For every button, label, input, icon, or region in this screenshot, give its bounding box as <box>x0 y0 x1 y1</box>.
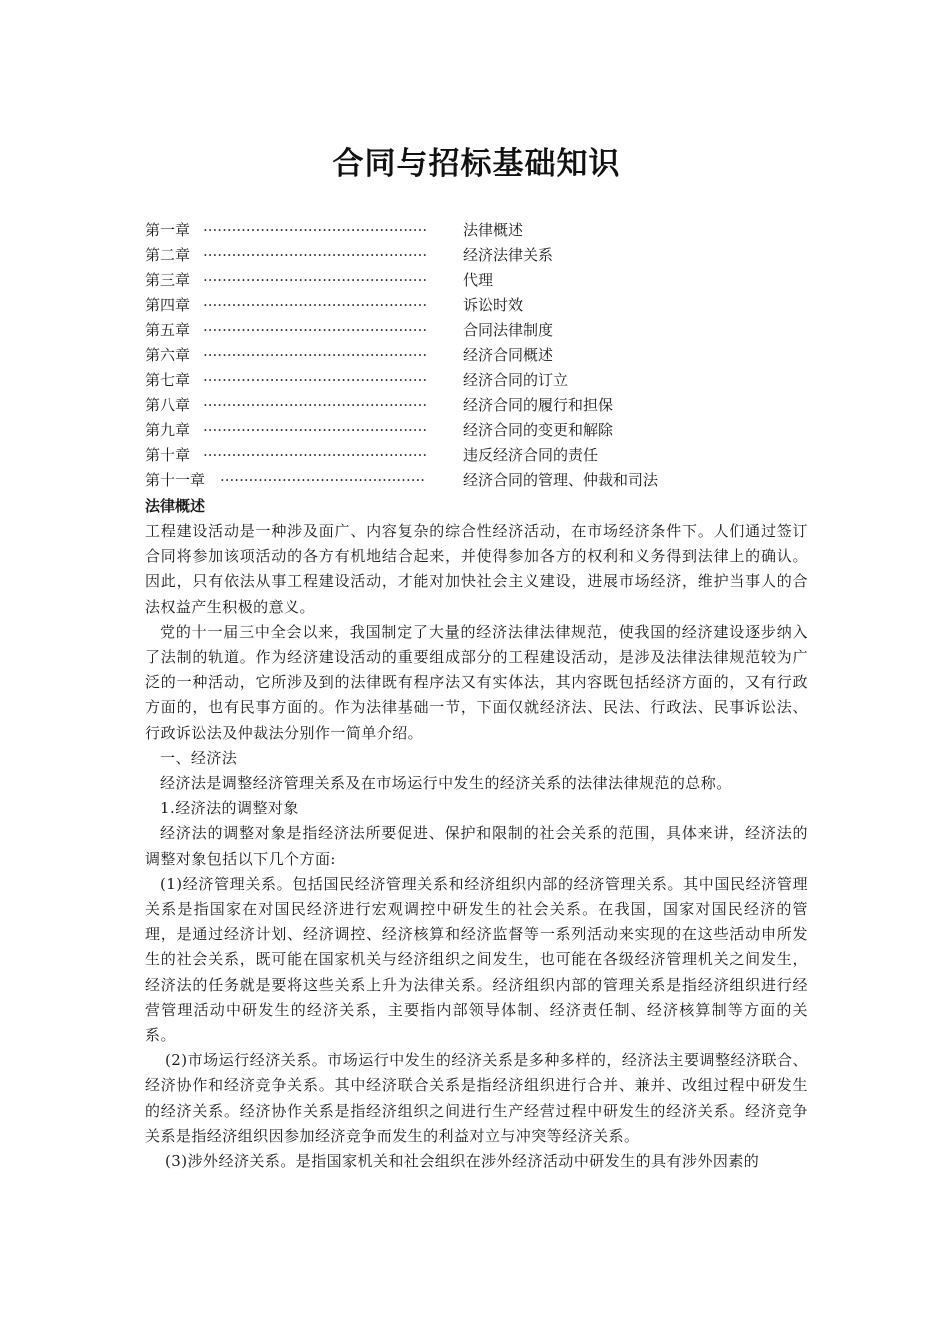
subsection-heading: 1.经济法的调整对象 <box>160 799 299 818</box>
toc-leader-dots: ··············································· <box>203 371 428 389</box>
subsection-heading: 一、经济法 <box>160 748 238 767</box>
toc-leader-dots: ··············································· <box>203 296 428 314</box>
toc-entry <box>145 318 808 343</box>
toc-leader-dots: ··········································· <box>220 471 426 489</box>
toc-entry <box>145 218 808 243</box>
toc-topic: 代理 <box>463 271 494 289</box>
toc-chapter: 第一章 <box>145 221 191 239</box>
table-of-contents <box>145 218 808 493</box>
toc-entry <box>145 468 808 493</box>
toc-leader-dots: ··············································· <box>203 221 428 239</box>
toc-leader-dots: ··············································· <box>203 346 428 364</box>
toc-topic: 合同法律制度 <box>463 321 554 339</box>
toc-entry <box>145 243 808 268</box>
section-heading: 法律概述 <box>145 497 206 515</box>
toc-topic: 诉讼时效 <box>463 296 524 314</box>
toc-leader-dots: ··············································· <box>203 321 428 339</box>
toc-topic: 经济合同的订立 <box>463 371 569 389</box>
toc-leader-dots: ··············································· <box>203 421 428 439</box>
toc-chapter: 第六章 <box>145 346 191 364</box>
toc-chapter: 第四章 <box>145 296 191 314</box>
toc-chapter: 第九章 <box>145 421 191 439</box>
toc-topic: 法律概述 <box>463 221 524 239</box>
toc-chapter: 第十一章 <box>145 471 206 489</box>
toc-chapter: 第十章 <box>145 446 191 464</box>
toc-leader-dots: ··············································· <box>203 246 428 264</box>
body-text <box>145 494 808 1174</box>
toc-topic: 经济合同的变更和解除 <box>463 421 614 439</box>
toc-chapter: 第三章 <box>145 271 191 289</box>
toc-entry <box>145 368 808 393</box>
paragraph: 工程建设活动是一种涉及面广、内容复杂的综合性经济活动，在市场经济条件下。人们通过签订合同将参加该项活动的各方有机地结合起来，并使得参加各方的权利和义务得到法律上的确认。因此，只有依法从事工程建设活动，才能对加快社会主义建设，进展市场经济，维护当事人的合法权益产生积极的意义。 <box>145 522 808 616</box>
toc-topic: 违反经济合同的责任 <box>463 446 599 464</box>
toc-topic: 经济法律关系 <box>463 246 554 264</box>
toc-leader-dots: ··············································· <box>203 446 428 464</box>
toc-chapter: 第八章 <box>145 396 191 414</box>
toc-chapter: 第二章 <box>145 246 191 264</box>
toc-topic: 经济合同的管理、仲裁和司法 <box>463 471 659 489</box>
toc-entry <box>145 343 808 368</box>
toc-entry <box>145 443 808 468</box>
document-title: 合同与招标基础知识 <box>332 146 621 182</box>
paragraph: 党的十一届三中全会以来，我国制定了大量的经济法律法律规范，使我国的经济建设逐步纳入了法制的轨道。作为经济建设活动的重要组成部分的工程建设活动，是涉及法律法律规范较为广泛的一种活动，它所涉及到的法律既有程序法又有实体法，其内容既包括经济方面的，又有行政方面的，也有民事方面的。作为法律基础一节，下面仅就经济法、民法、行政法、民事诉讼法、行政诉讼法及仲裁法分别作一简单介绍。 <box>145 622 808 742</box>
paragraph: (3)涉外经济关系。是指国家机关和社会组织在涉外经济活动中研发生的具有涉外因素的 <box>165 1152 760 1171</box>
paragraph: 经济法是调整经济管理关系及在市场运行中发生的经济关系的法律法律规范的总称。 <box>160 774 732 793</box>
toc-leader-dots: ··············································· <box>203 271 428 289</box>
toc-entry <box>145 393 808 418</box>
paragraph: (2)市场运行经济关系。市场运行中发生的经济关系是多种多样的，经济法主要调整经济联合、经济协作和经济竞争关系。其中经济联合关系是指经济组织进行合并、兼并、改组过程中研发生的经济关系。经济协作关系是指经济组织之间进行生产经营过程中研发生的经济关系。经济竞争关系是指经济组织因参加经济竞争而发生的利益对立与冲突等经济关系。 <box>145 1051 808 1145</box>
toc-topic: 经济合同概述 <box>463 346 554 364</box>
toc-chapter: 第五章 <box>145 321 191 339</box>
paragraph: (1)经济管理关系。包括国民经济管理关系和经济组织内部的经济管理关系。其中国民经济管理关系是指国家在对国民经济进行宏观调控中研发生的社会关系。在我国，国家对国民经济的管理，是通过经济计划、经济调控、经济核算和经济监督等一系列活动来实现的在这些活动申所发生的社会关系，既可能在国家机关与经济组织之间发生，也可能在各级经济管理机关之间发生，经济法的任务就是要将这些关系上升为法律关系。经济组织内部的管理关系是指经济组织进行经营管理活动中研发生的经济关系，主要指内部领导体制、经济责任制、经济核算制等方面的关系。 <box>145 874 808 1045</box>
toc-entry <box>145 268 808 293</box>
toc-chapter: 第七章 <box>145 371 191 389</box>
toc-entry <box>145 293 808 318</box>
toc-entry <box>145 418 808 443</box>
paragraph: 经济法的调整对象是指经济法所要促进、保护和限制的社会关系的范围，具体来讲，经济法的调整对象包括以下几个方面: <box>145 824 808 868</box>
toc-leader-dots: ··············································· <box>203 396 428 414</box>
toc-topic: 经济合同的履行和担保 <box>463 396 614 414</box>
